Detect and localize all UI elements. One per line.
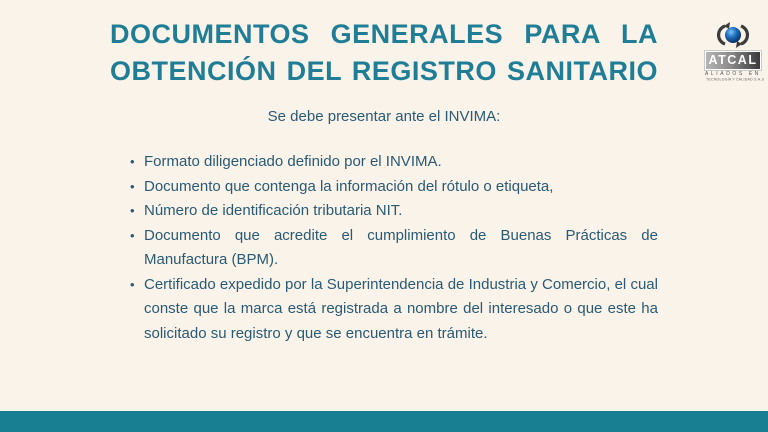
subtitle: Se debe presentar ante el INVIMA: xyxy=(267,108,501,125)
logo-subtagline: TECNOLOGÍA Y CALIDAD S.A.S xyxy=(706,77,765,82)
bullet-item: • Formato diligenciado definido por el INVIMA. xyxy=(130,150,658,175)
logo-tagline: ALIADOS EN xyxy=(704,71,761,77)
slide xyxy=(0,16,768,432)
bullet-item: • Certificado expedido por la Superintendencia de Industria y Comercio, el cual conste que la marca está registrada a nombre del interesado o que este ha solicitado su registro y que se encuentra en trámite. xyxy=(130,273,658,347)
page-title-line-1: DOCUMENTOS GENERALES PARA LA xyxy=(110,19,658,49)
atcal-logo xyxy=(703,20,763,82)
rotation-orb-icon xyxy=(713,20,753,50)
bullet-item: • Número de identificación tributaria NIT. xyxy=(130,199,658,224)
logo-wordmark: ATCAL xyxy=(705,51,761,70)
page-title xyxy=(110,16,658,90)
bottom-accent-bar xyxy=(0,411,768,432)
bullet-item: • Documento que contenga la información del rótulo o etiqueta, xyxy=(130,175,658,200)
bullet-list xyxy=(130,150,658,346)
page-title-line-2: OBTENCIÓN DEL REGISTRO SANITARIO xyxy=(110,56,658,86)
bullet-item: • Documento que acredite el cumplimiento de Buenas Prácticas de Manufactura (BPM). xyxy=(130,224,658,273)
